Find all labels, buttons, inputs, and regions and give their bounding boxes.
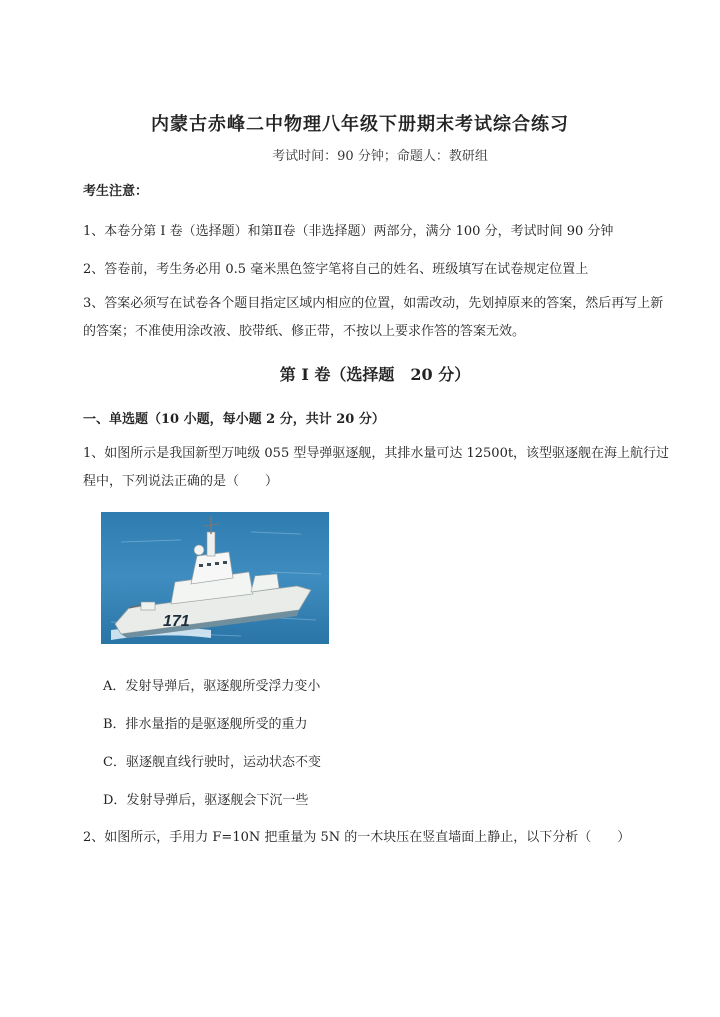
option-c[interactable]: C．驱逐舰直线行驶时，运动状态不变	[103, 755, 321, 770]
notice-item: 2、答卷前，考生务必用 0.5 毫米黑色签字笔将自己的姓名、班级填写在试卷规定位置上	[83, 262, 589, 277]
option-a[interactable]: A．发射导弹后，驱逐舰所受浮力变小	[103, 679, 321, 694]
option-b[interactable]: B．排水量指的是驱逐舰所受的重力	[103, 717, 308, 732]
notice-item: 3、答案必须写在试卷各个题目指定区域内相应的位置，如需改动，先划掉原来的答案，然后再写上新的答案；不准使用涂改液、胶带纸、修正带，不按以上要求作答的答案无效。	[83, 296, 664, 339]
question-1-text: 1、如图所示是我国新型万吨级 055 型导弹驱逐舰，其排水量可达 12500t，该型驱逐舰在海上航行过程中，下列说法正确的是（ ）	[83, 446, 670, 489]
hull-number: 171	[163, 613, 190, 630]
option-d[interactable]: D．发射导弹后，驱逐舰会下沉一些	[103, 793, 309, 808]
notice-heading: 考生注意：	[83, 184, 149, 199]
page-title: 内蒙古赤峰二中物理八年级下册期末考试综合练习	[151, 114, 569, 135]
section-subtitle: 一、单选题（10 小题，每小题 2 分，共计 20 分）	[83, 412, 385, 427]
section-title: 第 I 卷（选择题 20 分）	[279, 365, 471, 384]
exam-meta: 考试时间：90 分钟；命题人：教研组	[272, 149, 488, 164]
destroyer-photo	[101, 512, 329, 644]
question-2-text: 2、如图所示，手用力 F=10N 把重量为 5N 的一木块压在竖直墙面上静止，以下分析（ ）	[83, 830, 631, 845]
notice-item: 1、本卷分第 I 卷（选择题）和第Ⅱ卷（非选择题）两部分，满分 100 分，考试时间 90 分钟	[83, 224, 614, 239]
